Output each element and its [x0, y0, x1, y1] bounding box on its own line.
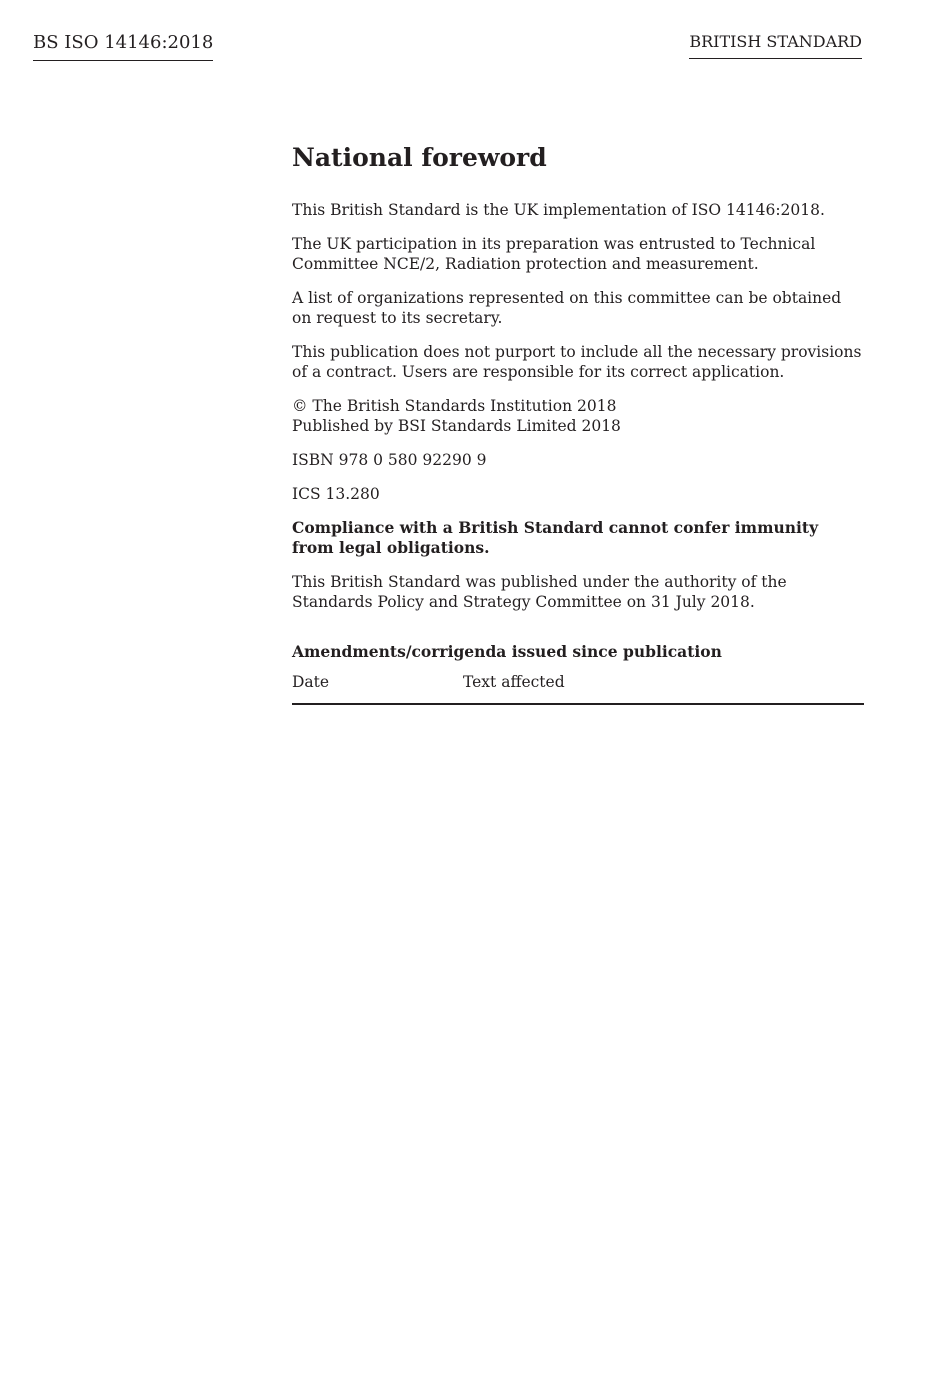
implementation-paragraph: This British Standard is the UK implementation of ISO 14146:2018.: [292, 201, 825, 219]
amendments-title: Amendments/corrigenda issued since publication: [292, 642, 722, 661]
document-id: BS ISO 14146:2018: [33, 31, 213, 61]
organizations-paragraph: A list of organizations represented on this committee can be obtained on request to its secretary.: [292, 289, 842, 327]
column-header-text-affected: Text affected: [463, 673, 565, 691]
column-header-date: Date: [292, 673, 330, 691]
contract-paragraph: This publication does not purport to include all the necessary provisions of a contract. Users are responsible for its correct application.: [292, 343, 862, 381]
compliance-notice: Compliance with a British Standard cannot confer immunity from legal obligations.: [292, 518, 819, 557]
document-type: BRITISH STANDARD: [689, 31, 862, 59]
ics: ICS 13.280: [292, 485, 380, 503]
national-foreword-section: [292, 140, 864, 705]
page-title: National foreword: [292, 143, 547, 172]
isbn: ISBN 978 0 580 92290 9: [292, 451, 487, 469]
publisher-line: Published by BSI Standards Limited 2018: [292, 417, 621, 435]
committee-paragraph: The UK participation in its preparation was entrusted to Technical Committee NCE/2, Radiation protection and measurement.: [292, 235, 816, 273]
authority-paragraph: This British Standard was published under the authority of the Standards Policy and Strategy Committee on 31 July 2018.: [292, 573, 787, 611]
copyright-line: © The British Standards Institution 2018: [292, 397, 617, 415]
amendments-table-header: [292, 672, 864, 705]
copyright-block: [292, 396, 864, 436]
